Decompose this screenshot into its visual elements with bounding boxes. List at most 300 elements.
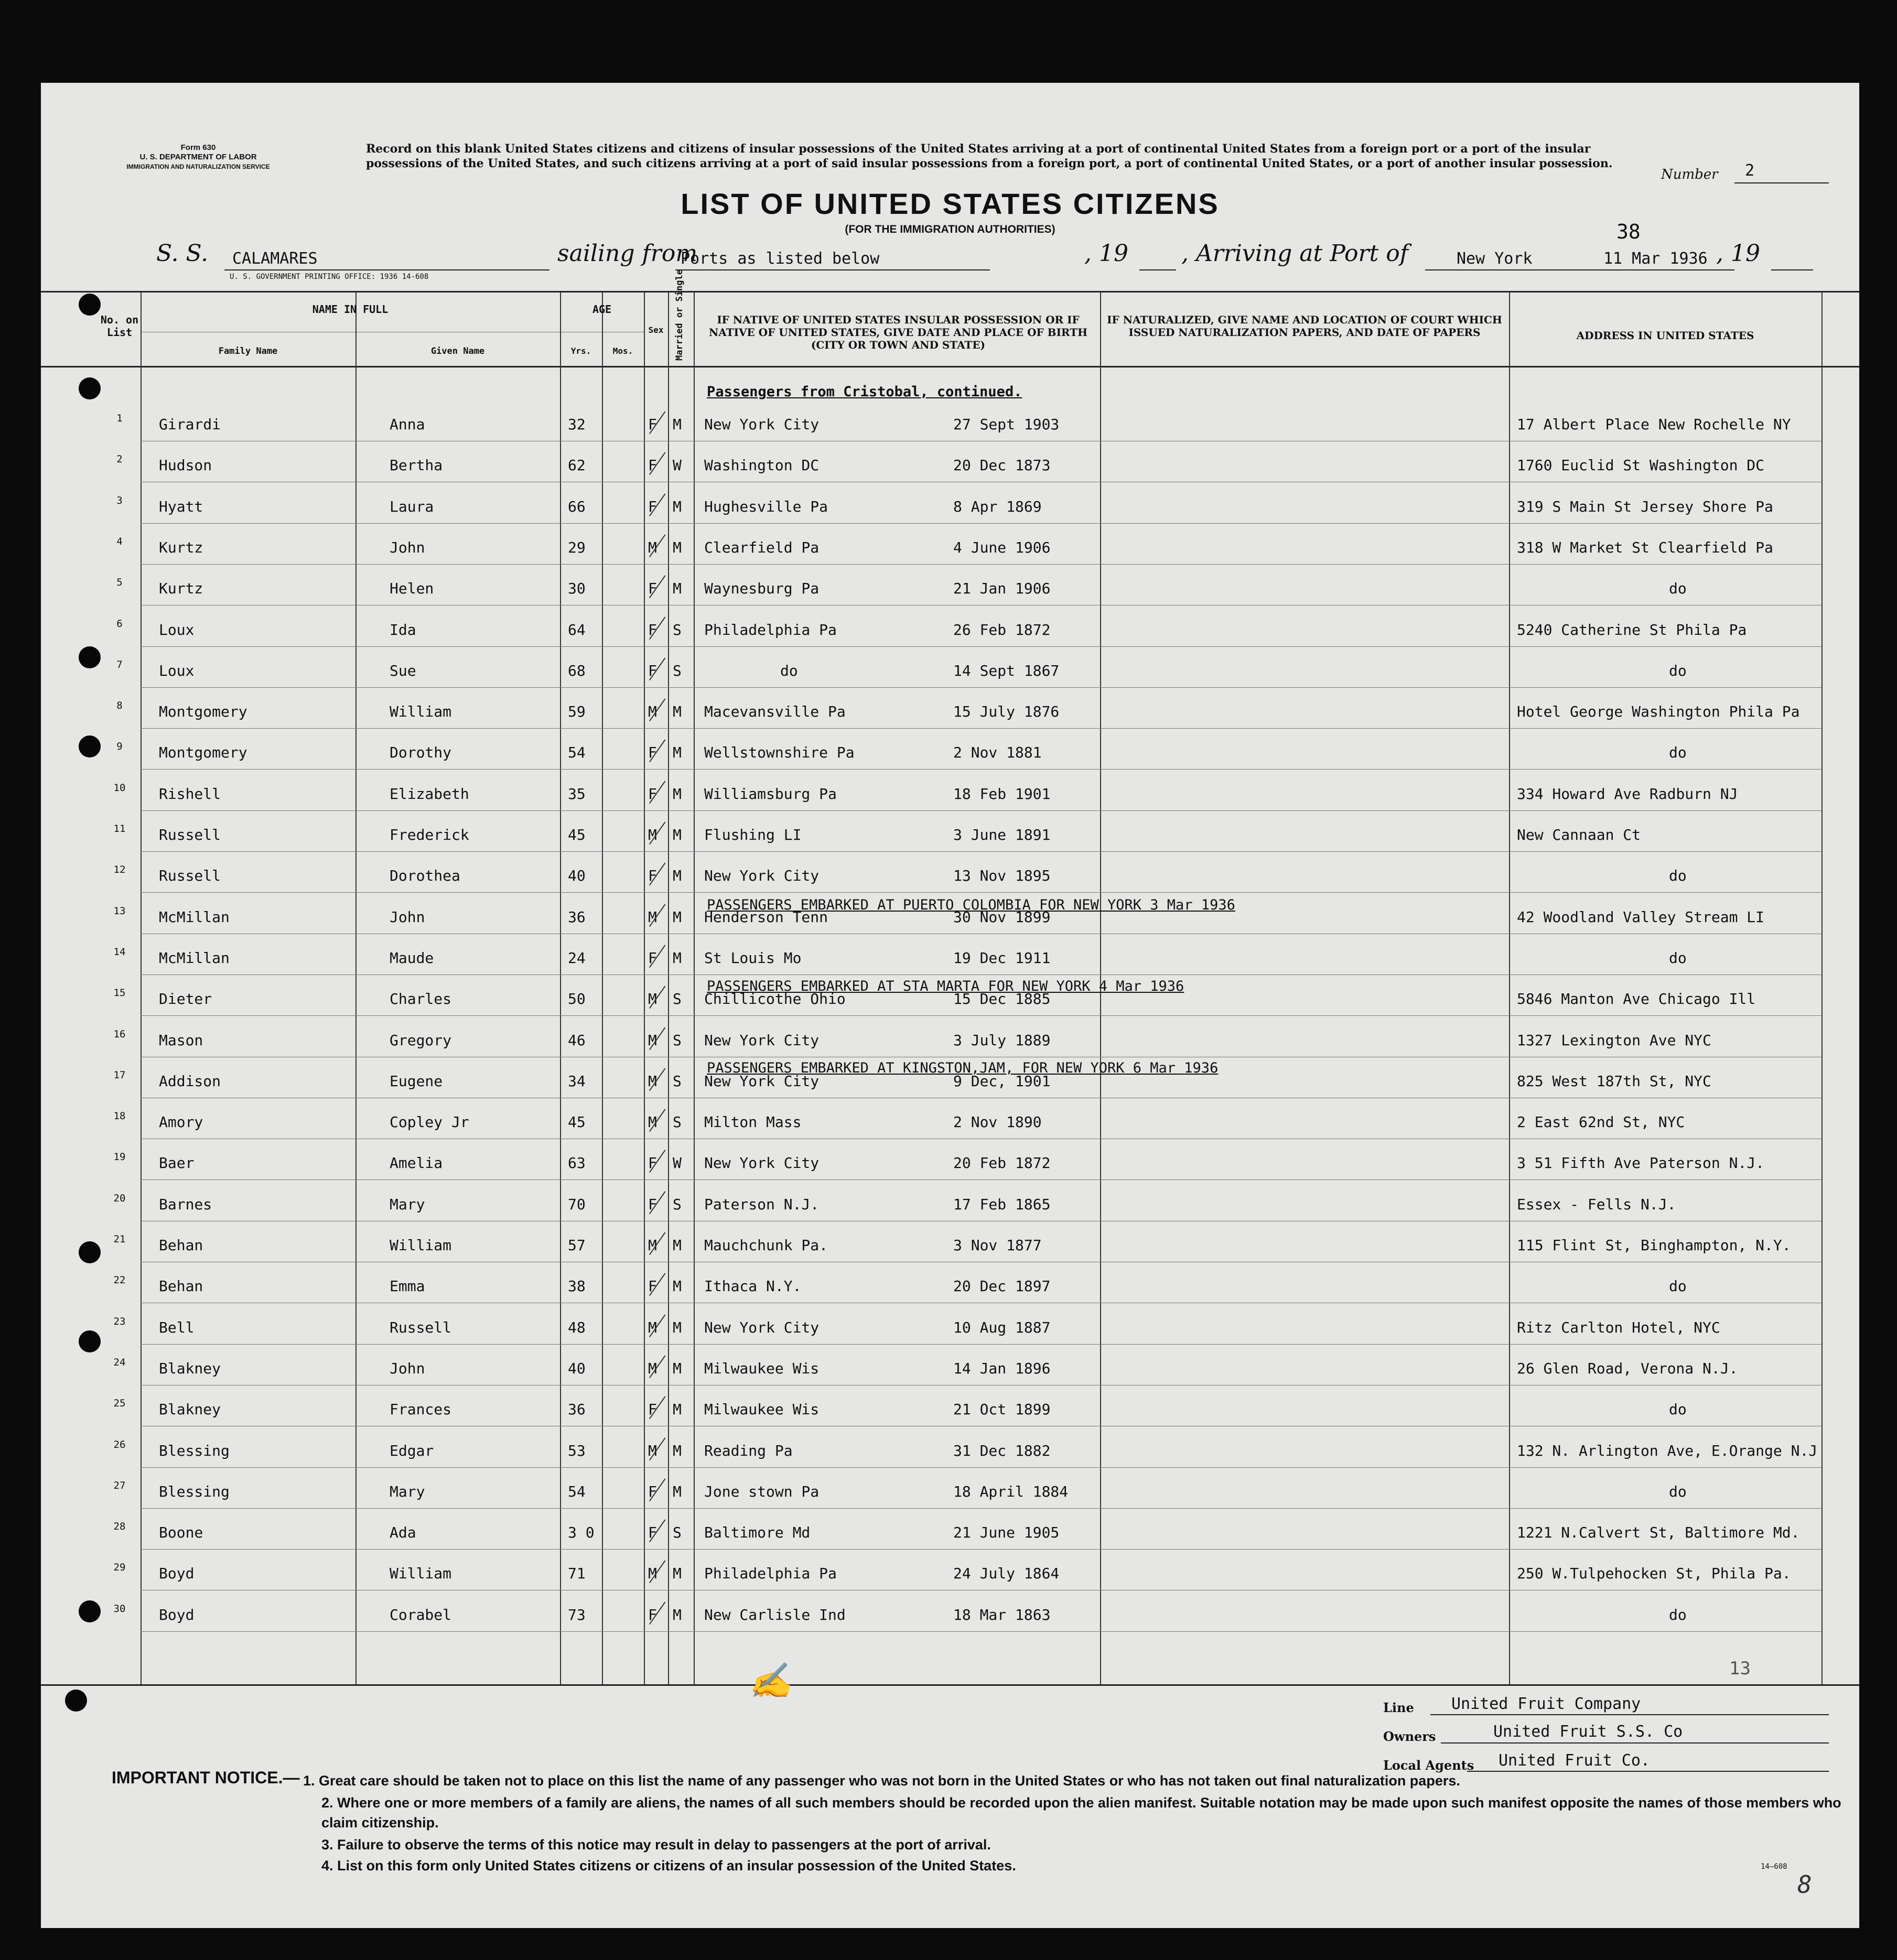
- given-name: Elizabeth: [390, 785, 469, 803]
- family-name: Kurtz: [159, 538, 203, 556]
- year-prefix-2: , 19: [1716, 240, 1760, 267]
- punch-hole: [79, 1600, 101, 1622]
- family-name: Baer: [159, 1154, 195, 1172]
- row-number: 9: [116, 741, 123, 753]
- row-rule: [141, 769, 1821, 770]
- col-divider: [1509, 293, 1510, 1684]
- sex: F: [648, 1195, 657, 1213]
- row-rule: [141, 810, 1821, 811]
- address: do: [1669, 580, 1687, 598]
- page-title: LIST OF UNITED STATES CITIZENS: [681, 187, 1220, 220]
- sex: F: [648, 1277, 657, 1295]
- birth-date: 3 Nov 1877: [953, 1237, 1042, 1254]
- agents-label: Local Agents: [1383, 1758, 1474, 1773]
- marital-status: M: [673, 1482, 682, 1500]
- address: 42 Woodland Valley Stream LI: [1517, 908, 1765, 926]
- marital-status: M: [673, 867, 682, 885]
- age-years: 53: [568, 1442, 586, 1459]
- line-value: United Fruit Company: [1451, 1695, 1641, 1713]
- number-value: 2: [1745, 161, 1755, 180]
- age-years: 3 0: [568, 1524, 595, 1542]
- family-name: Girardi: [159, 416, 221, 433]
- sex: F: [648, 457, 657, 474]
- sailing-underline: [675, 269, 990, 270]
- birth-date: 21 Jan 1906: [953, 580, 1051, 598]
- given-name: Helen: [390, 580, 434, 598]
- birth-place: Macevansville Pa: [704, 703, 846, 721]
- section-heading: Passengers from Cristobal, continued.: [707, 384, 1022, 400]
- birth-place: New Carlisle Ind: [704, 1606, 846, 1623]
- row-rule: [141, 1344, 1821, 1345]
- age-years: 68: [568, 662, 586, 679]
- age-years: 63: [568, 1154, 586, 1172]
- row-number: 13: [113, 905, 126, 917]
- birth-place: Henderson Tenn: [704, 908, 828, 926]
- address: Essex - Fells N.J.: [1517, 1195, 1676, 1213]
- family-name: Mason: [159, 1031, 203, 1049]
- address: 3 51 Fifth Ave Paterson N.J.: [1517, 1154, 1765, 1172]
- birth-date: 20 Dec 1897: [953, 1277, 1051, 1295]
- family-name: Hyatt: [159, 497, 203, 515]
- birth-place: Baltimore Md: [704, 1524, 811, 1542]
- row-number: 18: [113, 1110, 126, 1122]
- given-name: Edgar: [390, 1442, 434, 1459]
- birth-date: 27 Sept 1903: [953, 416, 1060, 433]
- birth-place: Flushing LI: [704, 826, 802, 843]
- birth-date: 17 Feb 1865: [953, 1195, 1051, 1213]
- notice-item-1: 1. Great care should be taken not to place on this list the name of any passenger who was not born in the United States or who has not taken out final naturalization papers.: [303, 1773, 1460, 1789]
- birth-place: Waynesburg Pa: [704, 580, 820, 598]
- col-divider: [355, 293, 357, 1684]
- age-years: 29: [568, 538, 586, 556]
- birth-place: Milton Mass: [704, 1113, 802, 1131]
- given-name: Laura: [390, 497, 434, 515]
- year-prefix-1: , 19: [1084, 240, 1128, 267]
- given-name: Mary: [390, 1195, 425, 1213]
- age-years: 24: [568, 949, 586, 967]
- preamble-text: Record on this blank United States citizens and citizens of insular possessions of the United States arriving at a port of continental United States from a foreign port or a port of the insular possessions of the United States, and such citizens arriving at a port of said insular possessions from a foreign port, a port of continental United States, or a port of another insular possession.: [366, 142, 1613, 170]
- birth-date: 10 Aug 1887: [953, 1318, 1051, 1336]
- given-name: Eugene: [390, 1072, 443, 1090]
- row-rule: [141, 974, 1821, 975]
- address: do: [1669, 1401, 1687, 1418]
- given-name: William: [390, 703, 452, 721]
- arrival-date: 11 Mar 1936: [1603, 250, 1708, 268]
- sailing-from-label: sailing from: [557, 240, 698, 267]
- marital-status: M: [673, 538, 682, 556]
- number-underline: [1734, 182, 1829, 183]
- punch-hole: [79, 1241, 101, 1263]
- birth-place: New York City: [704, 416, 820, 433]
- family-name: Loux: [159, 621, 195, 638]
- marital-status: W: [673, 457, 682, 474]
- given-name: Charles: [390, 990, 452, 1008]
- age-years: 70: [568, 1195, 586, 1213]
- given-name: Ida: [390, 621, 416, 638]
- sex: M: [648, 1359, 657, 1377]
- arrival-underline: [1425, 269, 1734, 270]
- given-name: Russell: [390, 1318, 452, 1336]
- given-name: Dorothy: [390, 744, 452, 762]
- birth-place: Mauchchunk Pa.: [704, 1237, 828, 1254]
- marital-status: M: [673, 744, 682, 762]
- row-rule: [141, 1508, 1821, 1509]
- address: Ritz Carlton Hotel, NYC: [1517, 1318, 1720, 1336]
- marital-status: S: [673, 662, 682, 679]
- header-given-name: Given Name: [430, 346, 485, 356]
- row-number: 11: [113, 823, 126, 835]
- row-number: 25: [113, 1398, 126, 1410]
- punch-hole: [65, 1690, 87, 1712]
- given-name: William: [390, 1237, 452, 1254]
- birth-date: 24 July 1864: [953, 1565, 1060, 1583]
- given-name: Frederick: [390, 826, 469, 843]
- col-divider: [668, 293, 669, 1684]
- sex: M: [648, 1031, 657, 1049]
- given-name: John: [390, 908, 425, 926]
- page-count-note: 13: [1729, 1658, 1751, 1679]
- age-years: 71: [568, 1565, 586, 1583]
- row-number: 1: [116, 413, 123, 424]
- family-name: Blessing: [159, 1482, 230, 1500]
- age-years: 62: [568, 457, 586, 474]
- form-id-block: [83, 143, 314, 171]
- given-name: Maude: [390, 949, 434, 967]
- page-subtitle: (FOR THE IMMIGRATION AUTHORITIES): [845, 223, 1055, 235]
- given-name: Ada: [390, 1524, 416, 1542]
- birth-date: 2 Nov 1881: [953, 744, 1042, 762]
- birth-date: 30 Nov 1899: [953, 908, 1051, 926]
- birth-place: Paterson N.J.: [704, 1195, 820, 1213]
- birth-date: 18 Mar 1863: [953, 1606, 1051, 1623]
- marital-status: S: [673, 1524, 682, 1542]
- sex: F: [648, 1154, 657, 1172]
- birth-place: Ithaca N.Y.: [704, 1277, 802, 1295]
- owners-label: Owners: [1383, 1729, 1436, 1744]
- marital-status: M: [673, 1359, 682, 1377]
- age-years: 40: [568, 1359, 586, 1377]
- agents-value: United Fruit Co.: [1499, 1751, 1650, 1770]
- row-rule: [141, 1179, 1821, 1180]
- family-name: McMillan: [159, 908, 230, 926]
- address: do: [1669, 1606, 1687, 1623]
- family-name: Behan: [159, 1237, 203, 1254]
- sex: F: [648, 497, 657, 515]
- row-number: 26: [113, 1438, 126, 1450]
- given-name: John: [390, 1359, 425, 1377]
- marital-status: M: [673, 1401, 682, 1418]
- table-header-rule: [41, 366, 1859, 367]
- marital-status: W: [673, 1154, 682, 1172]
- age-years: 54: [568, 1482, 586, 1500]
- sex: F: [648, 1606, 657, 1623]
- row-number: 17: [113, 1069, 126, 1081]
- punch-hole: [79, 377, 101, 399]
- arrival-port: New York: [1457, 250, 1533, 268]
- sex: M: [648, 1113, 657, 1131]
- service: IMMIGRATION AND NATURALIZATION SERVICE: [126, 163, 270, 170]
- address: 132 N. Arlington Ave, E.Orange N.J: [1517, 1442, 1818, 1459]
- birth-place: New York City: [704, 1318, 820, 1336]
- birth-place: Washington DC: [704, 457, 820, 474]
- address: do: [1669, 949, 1687, 967]
- section-heading: PASSENGERS EMBARKED AT PUERTO COLOMBIA FOR NEW YORK 3 Mar 1936: [707, 897, 1235, 913]
- col-divider: [141, 293, 142, 1684]
- family-name: Boyd: [159, 1565, 195, 1583]
- age-years: 64: [568, 621, 586, 638]
- age-years: 54: [568, 744, 586, 762]
- row-number: 21: [113, 1233, 126, 1245]
- sex: M: [648, 908, 657, 926]
- sex: F: [648, 949, 657, 967]
- col-divider: [560, 293, 561, 1684]
- sailing-from: Ports as listed below: [681, 250, 880, 268]
- birth-date: 20 Feb 1872: [953, 1154, 1051, 1172]
- birth-date: 14 Jan 1896: [953, 1359, 1051, 1377]
- sex: M: [648, 538, 657, 556]
- address: 250 W.Tulpehocken St, Phila Pa.: [1517, 1565, 1791, 1583]
- ss-label: S. S.: [156, 240, 209, 267]
- birth-place: St Louis Mo: [704, 949, 802, 967]
- birth-date: 2 Nov 1890: [953, 1113, 1042, 1131]
- row-number: 8: [116, 700, 123, 712]
- sex: F: [648, 416, 657, 433]
- section-heading: PASSENGERS EMBARKED AT KINGSTON,JAM, FOR NEW YORK 6 Mar 1936: [707, 1060, 1219, 1076]
- age-years: 38: [568, 1277, 586, 1295]
- row-number: 16: [113, 1028, 126, 1040]
- given-name: Dorothea: [390, 867, 460, 885]
- birth-date: 13 Nov 1895: [953, 867, 1051, 885]
- row-rule: [141, 1467, 1821, 1468]
- birth-place: New York City: [704, 1031, 820, 1049]
- family-name: Blakney: [159, 1401, 221, 1418]
- address: 1221 N.Calvert St, Baltimore Md.: [1517, 1524, 1800, 1542]
- marital-status: M: [673, 826, 682, 843]
- given-name: Sue: [390, 662, 416, 679]
- row-number: 20: [113, 1192, 126, 1204]
- given-name: Amelia: [390, 1154, 443, 1172]
- birth-place: Clearfield Pa: [704, 538, 820, 556]
- row-rule: [141, 728, 1821, 729]
- age-years: 40: [568, 867, 586, 885]
- year-underline-1: [1139, 269, 1176, 270]
- given-name: William: [390, 1565, 452, 1583]
- header-name-in-full: NAME IN FULL: [312, 303, 389, 316]
- address: 26 Glen Road, Verona N.J.: [1517, 1359, 1738, 1377]
- row-number: 12: [113, 864, 126, 876]
- birth-place: Wellstownshire Pa: [704, 744, 855, 762]
- sex: M: [648, 826, 657, 843]
- birth-date: 31 Dec 1882: [953, 1442, 1051, 1459]
- address: do: [1669, 1482, 1687, 1500]
- address: do: [1669, 1277, 1687, 1295]
- row-rule: [141, 1631, 1821, 1632]
- marital-status: M: [673, 785, 682, 803]
- birth-date: 18 April 1884: [953, 1482, 1069, 1500]
- birth-place: do: [780, 662, 798, 679]
- row-number: 5: [116, 577, 123, 589]
- sex: F: [648, 867, 657, 885]
- row-number: 23: [113, 1315, 126, 1327]
- age-years: 59: [568, 703, 586, 721]
- row-number: 4: [116, 535, 123, 547]
- age-years: 36: [568, 908, 586, 926]
- address: 1760 Euclid St Washington DC: [1517, 457, 1765, 474]
- row-number: 27: [113, 1479, 126, 1491]
- birth-date: 9 Dec, 1901: [953, 1072, 1051, 1090]
- notice-item-3: 3. Failure to observe the terms of this notice may result in delay to passengers at the port of arrival.: [321, 1837, 991, 1853]
- marital-status: M: [673, 580, 682, 598]
- family-name: Addison: [159, 1072, 221, 1090]
- row-number: 30: [113, 1602, 126, 1615]
- header-married-single: Married or Single: [674, 269, 685, 361]
- row-number: 6: [116, 618, 123, 630]
- sex: F: [648, 1524, 657, 1542]
- marital-status: S: [673, 1113, 682, 1131]
- age-years: 66: [568, 497, 586, 515]
- age-years: 35: [568, 785, 586, 803]
- header-birth: IF NATIVE OF UNITED STATES INSULAR POSSESSION OR IF NATIVE OF UNITED STATES, GIVE DATE AND PLACE OF BIRTH (CITY OR TOWN AND STATE): [709, 313, 1087, 351]
- header-sex: Sex: [648, 325, 664, 335]
- birth-date: 15 Dec 1885: [953, 990, 1051, 1008]
- address: 334 Howard Ave Radburn NJ: [1517, 785, 1738, 803]
- age-years: 34: [568, 1072, 586, 1090]
- header-mos: Mos.: [612, 346, 633, 356]
- birth-place: Milwaukee Wis: [704, 1359, 820, 1377]
- sex: F: [648, 1482, 657, 1500]
- given-name: John: [390, 538, 425, 556]
- marital-status: M: [673, 1442, 682, 1459]
- ship-underline: [224, 269, 549, 270]
- family-name: McMillan: [159, 949, 230, 967]
- address: Hotel George Washington Phila Pa: [1517, 703, 1800, 721]
- punch-hole: [79, 735, 101, 757]
- address: do: [1669, 662, 1687, 679]
- family-name: Rishell: [159, 785, 221, 803]
- birth-date: 19 Dec 1911: [953, 949, 1051, 967]
- given-name: Emma: [390, 1277, 425, 1295]
- birth-place: New York City: [704, 1154, 820, 1172]
- birth-place: Milwaukee Wis: [704, 1401, 820, 1418]
- sex: M: [648, 1237, 657, 1254]
- family-name: Russell: [159, 867, 221, 885]
- birth-date: 14 Sept 1867: [953, 662, 1060, 679]
- birth-place: Jone stown Pa: [704, 1482, 820, 1500]
- marital-status: M: [673, 416, 682, 433]
- family-name: Montgomery: [159, 703, 247, 721]
- header-yrs: Yrs.: [570, 346, 591, 356]
- address: 5846 Manton Ave Chicago Ill: [1517, 990, 1756, 1008]
- birth-place: New York City: [704, 1072, 820, 1090]
- given-name: Mary: [390, 1482, 425, 1500]
- row-number: 19: [113, 1151, 126, 1163]
- age-years: 48: [568, 1318, 586, 1336]
- row-number: 14: [113, 946, 126, 958]
- given-name: Copley Jr: [390, 1113, 469, 1131]
- marital-status: M: [673, 1277, 682, 1295]
- family-name: Montgomery: [159, 744, 247, 762]
- manifest-page: [41, 83, 1859, 1928]
- address: 115 Flint St, Binghampton, N.Y.: [1517, 1237, 1791, 1254]
- age-years: 46: [568, 1031, 586, 1049]
- marital-status: S: [673, 1072, 682, 1090]
- marital-status: S: [673, 1195, 682, 1213]
- year-underline-2: [1771, 269, 1813, 270]
- row-rule: [141, 1549, 1821, 1550]
- marital-status: S: [673, 990, 682, 1008]
- arriving-label: , Arriving at Port of: [1181, 240, 1408, 267]
- sex: M: [648, 990, 657, 1008]
- notice-item-4: 4. List on this form only United States citizens or citizens of an insular possession of the United States.: [321, 1858, 1016, 1874]
- birth-date: 3 July 1889: [953, 1031, 1051, 1049]
- punch-hole: [79, 646, 101, 668]
- row-number: 3: [116, 494, 123, 506]
- address: 5240 Catherine St Phila Pa: [1517, 621, 1747, 638]
- marital-status: M: [673, 949, 682, 967]
- birth-date: 3 June 1891: [953, 826, 1051, 843]
- row-rule: [141, 687, 1821, 688]
- marital-status: M: [673, 908, 682, 926]
- table-bottom-rule: [41, 1684, 1859, 1686]
- header-address: ADDRESS IN UNITED STATES: [1576, 329, 1754, 342]
- birth-place: Hughesville Pa: [704, 497, 828, 515]
- address: 318 W Market St Clearfield Pa: [1517, 538, 1773, 556]
- address: 17 Albert Place New Rochelle NY: [1517, 416, 1791, 433]
- family-name: Behan: [159, 1277, 203, 1295]
- header-naturalized: IF NATURALIZED, GIVE NAME AND LOCATION OF COURT WHICH ISSUED NATURALIZATION PAPERS, AND DATE OF PAPERS: [1107, 313, 1502, 339]
- family-name: Blessing: [159, 1442, 230, 1459]
- address: 1327 Lexington Ave NYC: [1517, 1031, 1711, 1049]
- section-heading: PASSENGERS EMBARKED AT STA MARTA FOR NEW YORK 4 Mar 1936: [707, 978, 1184, 994]
- sex: F: [648, 785, 657, 803]
- address: 319 S Main St Jersey Shore Pa: [1517, 497, 1773, 515]
- birth-place: Williamsburg Pa: [704, 785, 837, 803]
- birth-date: 18 Feb 1901: [953, 785, 1051, 803]
- marital-status: M: [673, 703, 682, 721]
- row-number: 22: [113, 1274, 126, 1286]
- age-years: 30: [568, 580, 586, 598]
- line-underline: [1430, 1714, 1829, 1715]
- ship-name: CALAMARES: [232, 250, 318, 268]
- birth-date: 21 June 1905: [953, 1524, 1060, 1542]
- punch-hole: [79, 294, 101, 316]
- corner-mark: 8: [1797, 1870, 1812, 1899]
- family-name: Hudson: [159, 457, 212, 474]
- family-name: Boyd: [159, 1606, 195, 1623]
- age-years: 45: [568, 826, 586, 843]
- age-years: 36: [568, 1401, 586, 1418]
- family-name: Kurtz: [159, 580, 203, 598]
- marital-status: M: [673, 1606, 682, 1623]
- birth-place: New York City: [704, 867, 820, 885]
- birth-date: 4 June 1906: [953, 538, 1051, 556]
- birth-date: 8 Apr 1869: [953, 497, 1042, 515]
- sex: M: [648, 703, 657, 721]
- punch-hole: [79, 1330, 101, 1352]
- marital-status: M: [673, 1237, 682, 1254]
- row-rule: [141, 851, 1821, 852]
- row-number: 24: [113, 1356, 126, 1368]
- given-name: Bertha: [390, 457, 443, 474]
- address: New Cannaan Ct: [1517, 826, 1641, 843]
- family-name: Barnes: [159, 1195, 212, 1213]
- sex: M: [648, 1565, 657, 1583]
- row-rule: [141, 892, 1821, 893]
- header-family-name: Family Name: [218, 346, 278, 356]
- marital-status: M: [673, 1565, 682, 1583]
- line-label: Line: [1383, 1700, 1414, 1715]
- owners-underline: [1441, 1742, 1829, 1744]
